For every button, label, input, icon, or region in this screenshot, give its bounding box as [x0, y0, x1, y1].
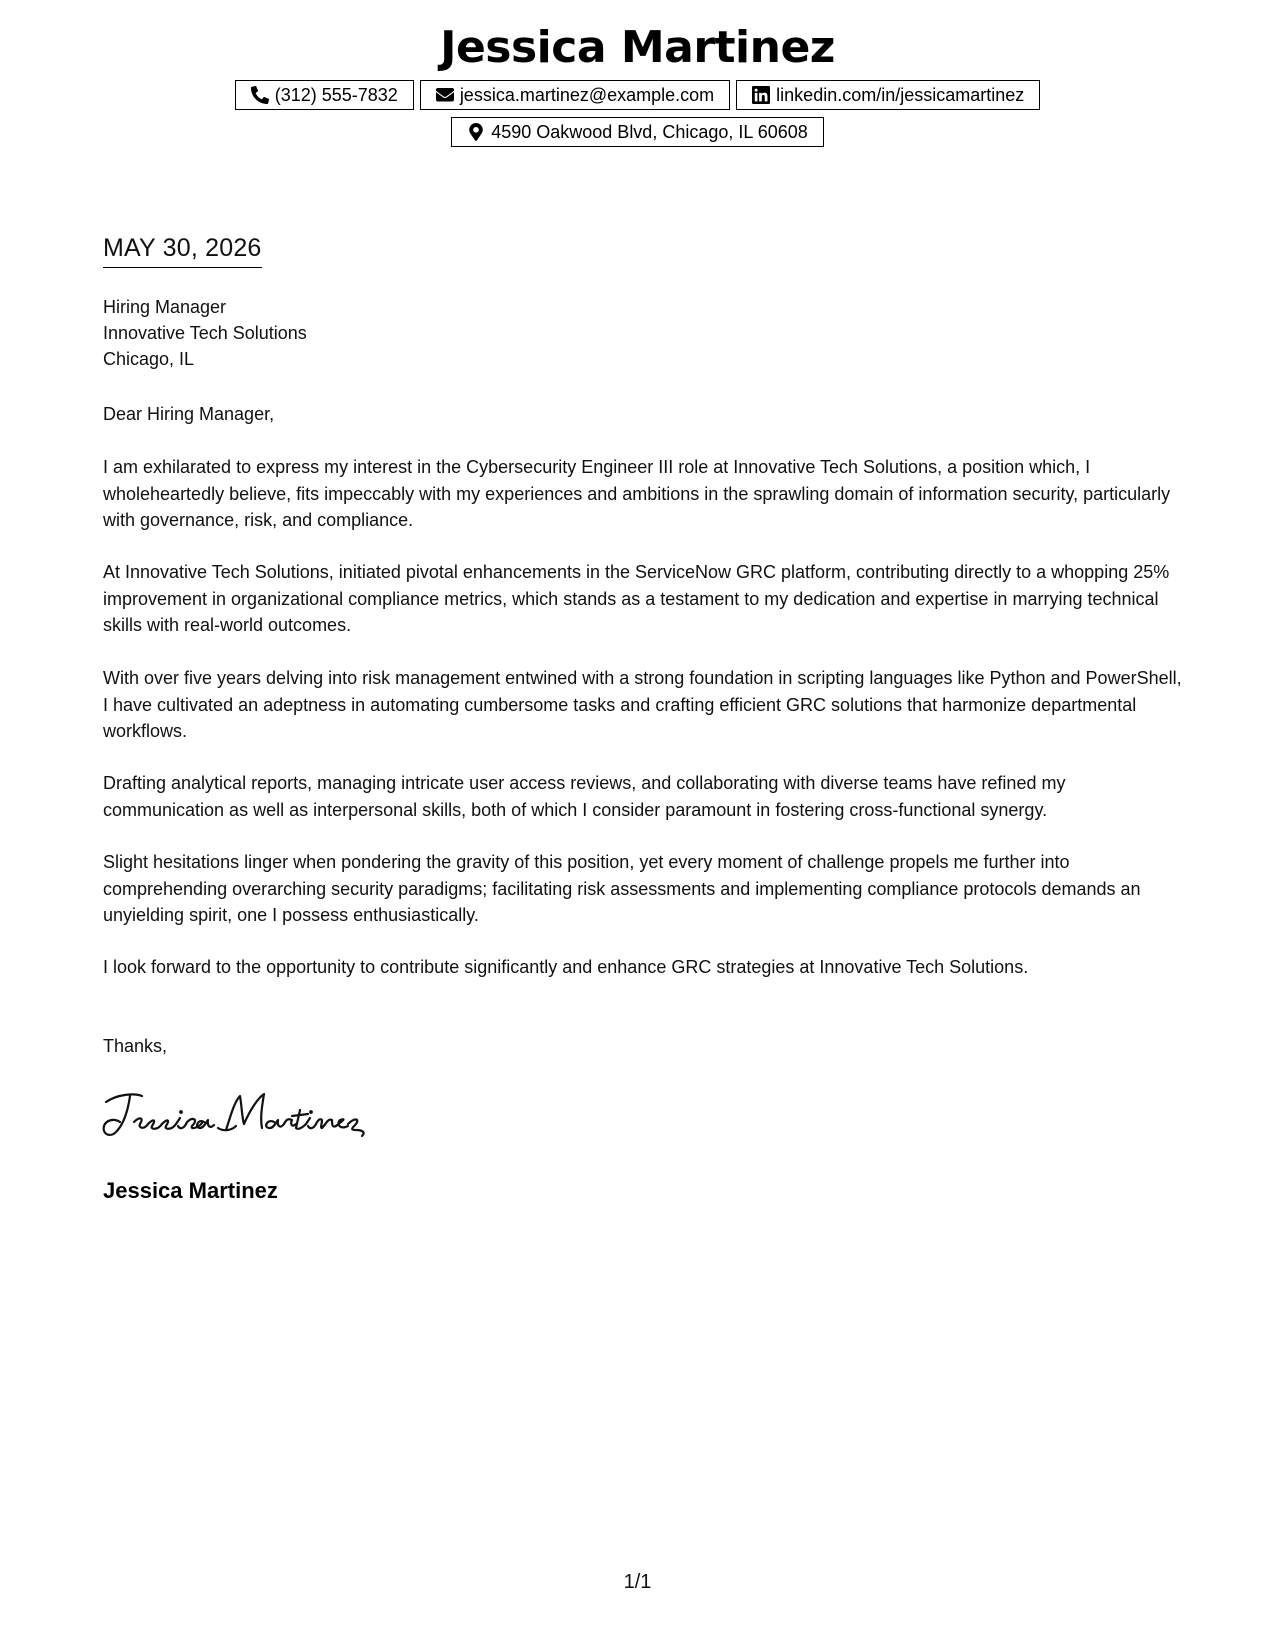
page-number: 1/1 [623, 1571, 652, 1593]
map-marker-icon [467, 123, 485, 141]
paragraph-2: At Innovative Tech Solutions, initiated pivotal enhancements in the ServiceNow GRC platform, contributing directly to a whopping 25% improvement in organizational compliance metrics, which stands as a testament to my dedication and expertise in marrying technical skills with real-world outcomes. [103, 562, 1170, 635]
email-text: jessica.martinez@example.com [459, 84, 715, 105]
linkedin-icon [752, 86, 770, 104]
handwritten-signature [100, 1088, 370, 1145]
contact-address [451, 117, 824, 147]
signature-name: Jessica Martinez [103, 1178, 278, 1203]
recipient-location: Chicago, IL [103, 349, 195, 369]
greeting: Dear Hiring Manager, [103, 404, 275, 424]
contact-linkedin [736, 80, 1040, 110]
contact-row-secondary [0, 117, 1275, 147]
paragraph-3: With over five years delving into risk management entwined with a strong foundation in scripting languages like Python and PowerShell, I have cultivated an adeptness in automating cumbersome tasks and crafting efficient GRC solutions that harmonize departmental workflows. [103, 668, 1182, 741]
recipient-block [103, 294, 307, 372]
envelope-icon [436, 86, 454, 104]
paragraph-6: I look forward to the opportunity to contribute significantly and enhance GRC strategies at Innovative Tech Solutions. [103, 957, 1029, 977]
applicant-name-heading: Jessica Martinez [440, 22, 835, 73]
paragraph-1: I am exhilarated to express my interest in the Cybersecurity Engineer III role at Innovative Tech Solutions, a position which, I wholeheartedly believe, fits impeccably with my experiences and ambitions in the sprawling domain of information security, particularly with governance, risk, and compliance. [103, 457, 1171, 530]
contact-row-primary [0, 80, 1275, 110]
recipient-company: Innovative Tech Solutions [103, 323, 307, 343]
phone-icon [251, 86, 269, 104]
contact-phone [235, 80, 414, 110]
recipient-title: Hiring Manager [103, 297, 227, 317]
contact-email [420, 80, 730, 110]
signature-image [100, 1088, 370, 1140]
paragraph-5: Slight hesitations linger when pondering the gravity of this position, yet every moment of challenge propels me further into comprehending overarching security paradigms; facilitating risk assessments and implementing compliance protocols demands an unyielding spirit, one I possess enthusiastically. [103, 852, 1141, 925]
letter-date: MAY 30, 2026 [103, 234, 262, 268]
closing: Thanks, [103, 1036, 168, 1056]
linkedin-text: linkedin.com/in/jessicamartinez [776, 84, 1025, 105]
phone-text: (312) 555-7832 [274, 84, 398, 105]
paragraph-4: Drafting analytical reports, managing intricate user access reviews, and collaborating with diverse teams have refined my communication as well as interpersonal skills, both of which I consider paramount in fostering cross-functional synergy. [103, 773, 1066, 820]
address-text: 4590 Oakwood Blvd, Chicago, IL 60608 [491, 121, 808, 142]
